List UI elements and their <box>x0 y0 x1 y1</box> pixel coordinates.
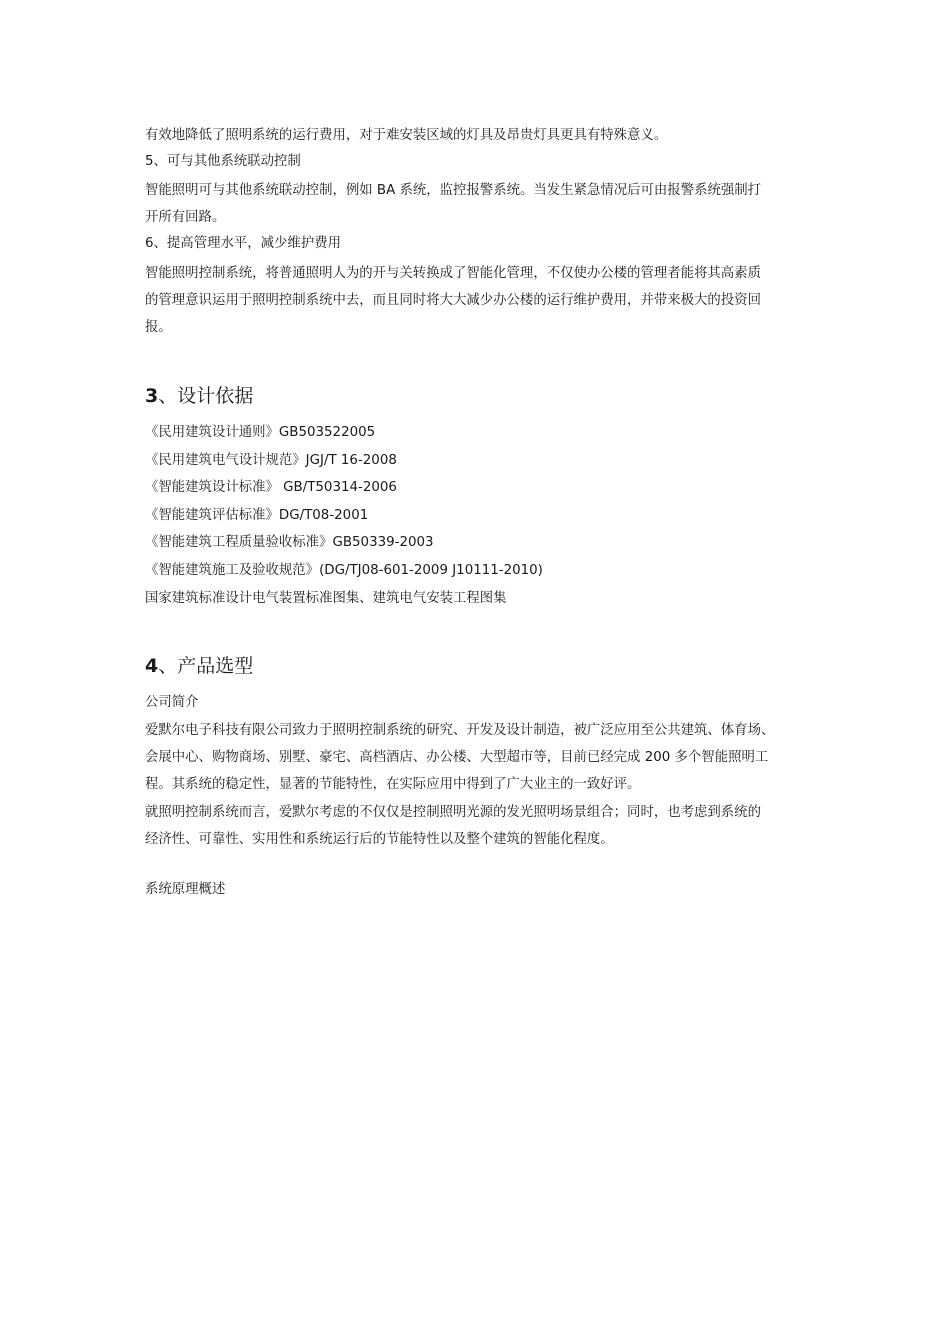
reference-item: 国家建筑标准设计电气装置标准图集、建筑电气安装工程图集 <box>145 591 507 606</box>
principle-heading: 系统原理概述 <box>145 882 226 897</box>
reference-item: 《智能建筑设计标准》 GB/T50314-2006 <box>145 480 397 495</box>
paragraph-line: 报。 <box>145 320 172 335</box>
paragraph-line: 开所有回路。 <box>145 210 226 225</box>
paragraph-line: 智能照明可与其他系统联动控制，例如 BA 系统，监控报警系统。当发生紧急情况后可由报警系统强制打 <box>145 183 762 198</box>
section-number: 3 <box>145 385 159 407</box>
reference-item: 《智能建筑工程质量验收标准》GB50339-2003 <box>145 535 434 550</box>
section-title: 、产品选型 <box>158 655 254 677</box>
paragraph-line: 会展中心、购物商场、别墅、豪宅、高档酒店、办公楼、大型超市等，目前已经完成 200 多个智能照明工 <box>145 750 769 765</box>
section-title: 、设计依据 <box>158 385 254 407</box>
section-number: 4 <box>145 655 159 677</box>
paragraph-line: 爱默尔电子科技有限公司致力于照明控制系统的研究、开发及设计制造，被广泛应用至公共建筑、体育场、 <box>145 723 775 738</box>
reference-item: 《智能建筑评估标准》DG/T08-2001 <box>145 508 369 523</box>
paragraph-line: 就照明控制系统而言，爱默尔考虑的不仅仅是控制照明光源的发光照明场景组合；同时，也考虑到系统的 <box>145 805 761 820</box>
paragraph-line: 智能照明控制系统，将普通照明人为的开与关转换成了智能化管理，不仅使办公楼的管理者能将其高素质 <box>145 266 761 281</box>
reference-item: 《智能建筑施工及验收规范》(DG/TJ08-601-2009 J10111-2010) <box>145 563 543 578</box>
item-5-title: 5、可与其他系统联动控制 <box>145 154 301 169</box>
reference-item: 《民用建筑设计通则》GB503522005 <box>145 425 376 440</box>
paragraph-line: 程。其系统的稳定性，显著的节能特性，在实际应用中得到了广大业主的一致好评。 <box>145 777 641 792</box>
reference-item: 《民用建筑电气设计规范》JGJ/T 16-2008 <box>145 453 397 468</box>
paragraph-line: 的管理意识运用于照明控制系统中去，而且同时将大大减少办公楼的运行维护费用，并带来极大的投资回 <box>145 293 761 308</box>
paragraph-line: 经济性、可靠性、实用性和系统运行后的节能特性以及整个建筑的智能化程度。 <box>145 832 614 847</box>
company-heading: 公司简介 <box>145 695 199 710</box>
section-3-heading <box>145 383 253 409</box>
paragraph-line: 有效地降低了照明系统的运行费用，对于难安装区域的灯具及昂贵灯具更具有特殊意义。 <box>145 128 668 143</box>
item-6-title: 6、提高管理水平，减少维护费用 <box>145 236 341 251</box>
section-4-heading <box>145 653 253 679</box>
